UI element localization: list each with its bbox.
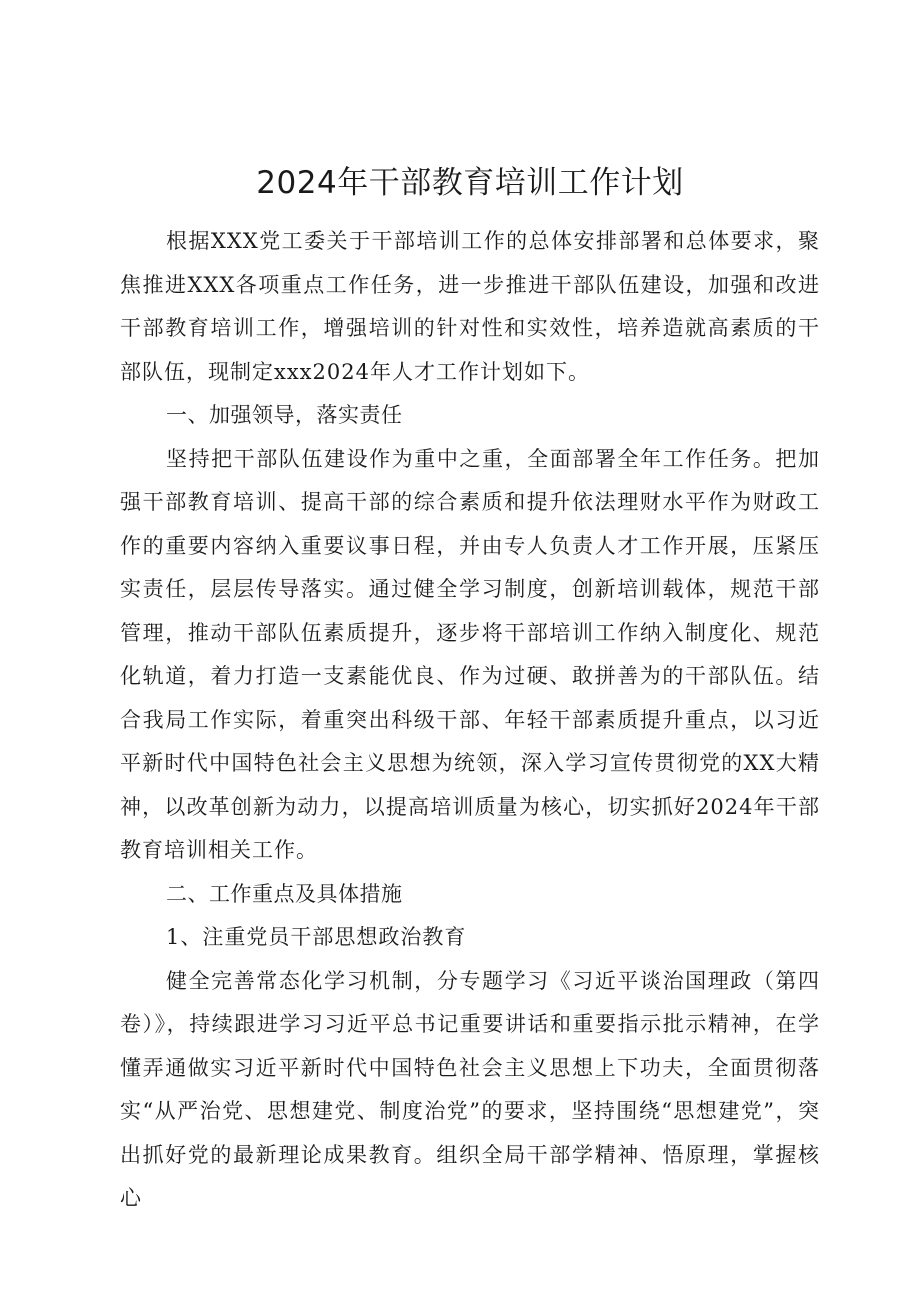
document-page	[120, 160, 820, 1221]
section-1-heading: 一、加强领导，落实责任	[166, 403, 403, 427]
section-2-item-1-heading: 1、注重党员干部思想政治教育	[166, 925, 467, 949]
section-2-heading: 二、工作重点及具体措施	[166, 881, 403, 906]
section-1-paragraph: 坚持把干部队伍建设作为重中之重，全面部署全年工作任务。把加强干部教育培训、提高干部的综合素质和提升依法理财水平作为财政工作的重要内容纳入重要议事日程，并由专人负责人才工作开展，压紧压实责任，层层传导落实。通过健全学习制度，创新培训载体，规范干部管理，推动干部队伍素质提升，逐步将干部培训工作纳入制度化、规范化轨道，着力打造一支素能优良、作为过硬、敢拼善为的干部队伍。结合我局工作实际，着重突出科级干部、年轻干部素质提升重点，以习近平新时代中国特色社会主义思想为统领，深入学习宣传贯彻党的XX大精神，以改革创新为动力，以提高培训质量为核心，切实抓好2024年干部教育培训相关工作。	[120, 446, 820, 862]
intro-paragraph: 根据XXX党工委关于干部培训工作的总体安排部署和总体要求，聚焦推进XXX各项重点工作任务，进一步推进干部队伍建设，加强和改进干部教育培训工作，增强培训的针对性和实效性，培养造就高素质的干部队伍，现制定xxx2024年人才工作计划如下。	[120, 229, 820, 384]
section-2-item-1-paragraph: 健全完善常态化学习机制，分专题学习《习近平谈治国理政（第四卷）》，持续跟进学习习近平总书记重要讲话和重要指示批示精神，在学懂弄通做实习近平新时代中国特色社会主义思想上下功夫，全面贯彻落实“从严治党、思想建党、制度治党”的要求，坚持围绕“思想建党”，突出抓好党的最新理论成果教育。组织全局干部学精神、悟原理，掌握核心	[120, 968, 820, 1210]
document-title: 2024年干部教育培训工作计划	[256, 165, 684, 201]
